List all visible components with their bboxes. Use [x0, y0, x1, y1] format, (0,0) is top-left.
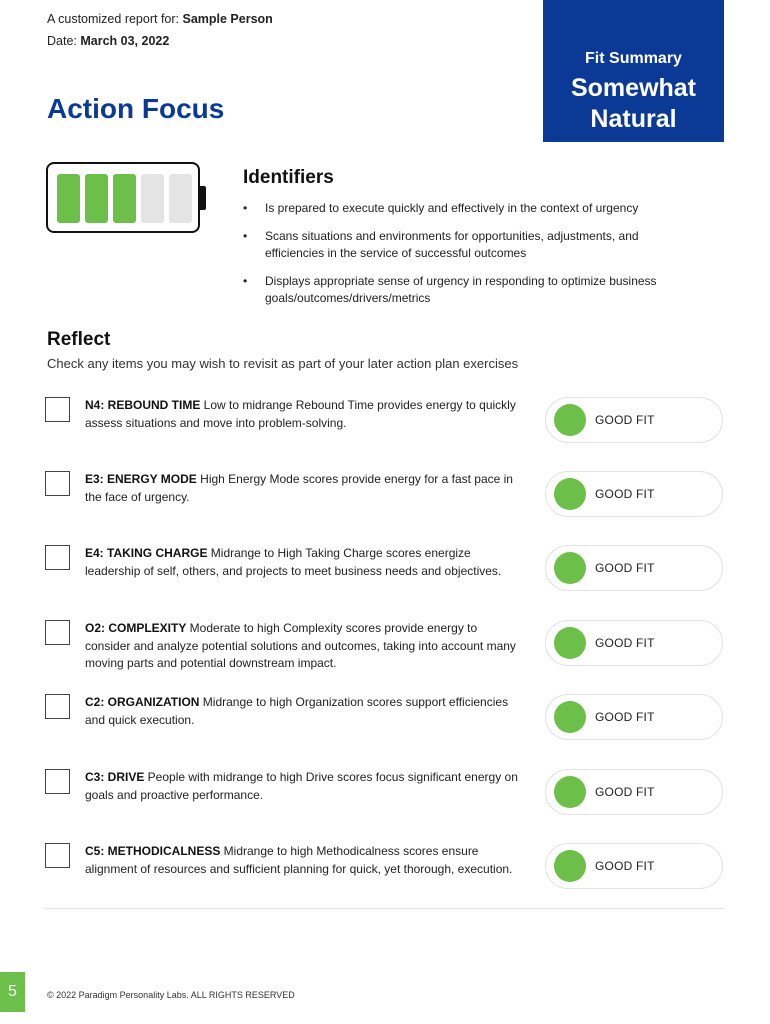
- section-divider: [45, 908, 724, 909]
- reflect-checkbox[interactable]: [45, 545, 70, 570]
- fit-label: GOOD FIT: [595, 561, 655, 575]
- identifier-item: • Displays appropriate sense of urgency in responding to optimize business goals/outcomes/drivers/metrics: [243, 273, 657, 305]
- reflect-item-text: C3: DRIVE People with midrange to high Drive scores focus significant energy on goals and proactive performance.: [85, 770, 518, 802]
- reflect-checkbox[interactable]: [45, 843, 70, 868]
- battery-cell-empty: [141, 174, 164, 223]
- fit-label: GOOD FIT: [595, 413, 655, 427]
- recipient-name: Sample Person: [182, 12, 273, 26]
- fit-dot-icon: [554, 776, 586, 808]
- fit-indicator: [545, 471, 723, 517]
- fit-dot-icon: [554, 850, 586, 882]
- identifiers-heading: Identifiers: [243, 167, 334, 188]
- fit-summary-value-line2: Natural: [590, 105, 677, 133]
- battery-tip: [199, 186, 206, 210]
- fit-summary-value-line1: Somewhat: [570, 74, 697, 102]
- bullet-icon: •: [243, 273, 248, 288]
- fit-label: GOOD FIT: [595, 785, 655, 799]
- fit-summary-box: [543, 0, 724, 142]
- fit-summary-label: Fit Summary: [585, 50, 682, 67]
- fit-dot-icon: [554, 627, 586, 659]
- reflect-heading: Reflect: [47, 329, 111, 350]
- battery-cell-filled: [113, 174, 136, 223]
- fit-label: GOOD FIT: [595, 487, 655, 501]
- date-value: March 03, 2022: [80, 34, 170, 48]
- page-title: Action Focus: [47, 93, 225, 124]
- battery-cell-filled: [57, 174, 80, 223]
- battery-cell-empty: [169, 174, 192, 223]
- fit-indicator: [545, 397, 723, 443]
- reflect-item-text: N4: REBOUND TIME Low to midrange Rebound Time provides energy to quickly assess situations and move into problem-solving.: [85, 398, 516, 430]
- reflect-item-text: C2: ORGANIZATION Midrange to high Organization scores support efficiencies and quick execution.: [85, 695, 509, 727]
- reflect-item-text: E3: ENERGY MODE High Energy Mode scores provide energy for a fast pace in the face of urgency.: [85, 472, 513, 504]
- fit-dot-icon: [554, 701, 586, 733]
- reflect-item-text: C5: METHODICALNESS Midrange to high Methodicalness scores ensure alignment of resources and sufficient planning for quick, yet thorough, execution.: [85, 844, 513, 876]
- fit-indicator: [545, 769, 723, 815]
- battery-cell-filled: [85, 174, 108, 223]
- reflect-checkbox[interactable]: [45, 694, 70, 719]
- date-label: Date:: [47, 34, 81, 48]
- reflect-instructions: Check any items you may wish to revisit as part of your later action plan exercises: [47, 356, 519, 371]
- fit-dot-icon: [554, 478, 586, 510]
- fit-label: GOOD FIT: [595, 636, 655, 650]
- fit-indicator: [545, 843, 723, 889]
- fit-summary-value: [543, 73, 724, 135]
- fit-label: GOOD FIT: [595, 710, 655, 724]
- reflect-checkbox[interactable]: [45, 397, 70, 422]
- reflect-checkbox[interactable]: [45, 769, 70, 794]
- report-recipient-line: [47, 12, 273, 26]
- page-number: 5: [0, 972, 25, 1012]
- identifiers-list: [243, 200, 683, 318]
- fit-dot-icon: [554, 404, 586, 436]
- battery-icon: [46, 162, 200, 233]
- fit-indicator: [545, 545, 723, 591]
- reflect-checkbox[interactable]: [45, 620, 70, 645]
- copyright-footer: © 2022 Paradigm Personality Labs. ALL RIGHTS RESERVED: [47, 990, 295, 1000]
- reflect-item-text: O2: COMPLEXITY Moderate to high Complexity scores provide energy to consider and analyze potential solutions and outcomes, taking into account many moving parts and potential downstream impact.: [85, 621, 516, 670]
- identifier-item: • Scans situations and environments for opportunities, adjustments, and efficiencies in the service of successful outcomes: [243, 228, 639, 260]
- fit-indicator: [545, 620, 723, 666]
- fit-indicator: [545, 694, 723, 740]
- reflect-item-text: E4: TAKING CHARGE Midrange to High Taking Charge scores energize leadership of self, others, and projects to meet business needs and objectives.: [85, 546, 502, 578]
- bullet-icon: •: [243, 201, 248, 215]
- report-date-line: [47, 34, 169, 48]
- fit-label: GOOD FIT: [595, 859, 655, 873]
- recipient-label: A customized report for:: [47, 12, 183, 26]
- reflect-checkbox[interactable]: [45, 471, 70, 496]
- fit-dot-icon: [554, 552, 586, 584]
- bullet-icon: •: [243, 228, 248, 243]
- identifier-item: • Is prepared to execute quickly and effectively in the context of urgency: [243, 200, 683, 218]
